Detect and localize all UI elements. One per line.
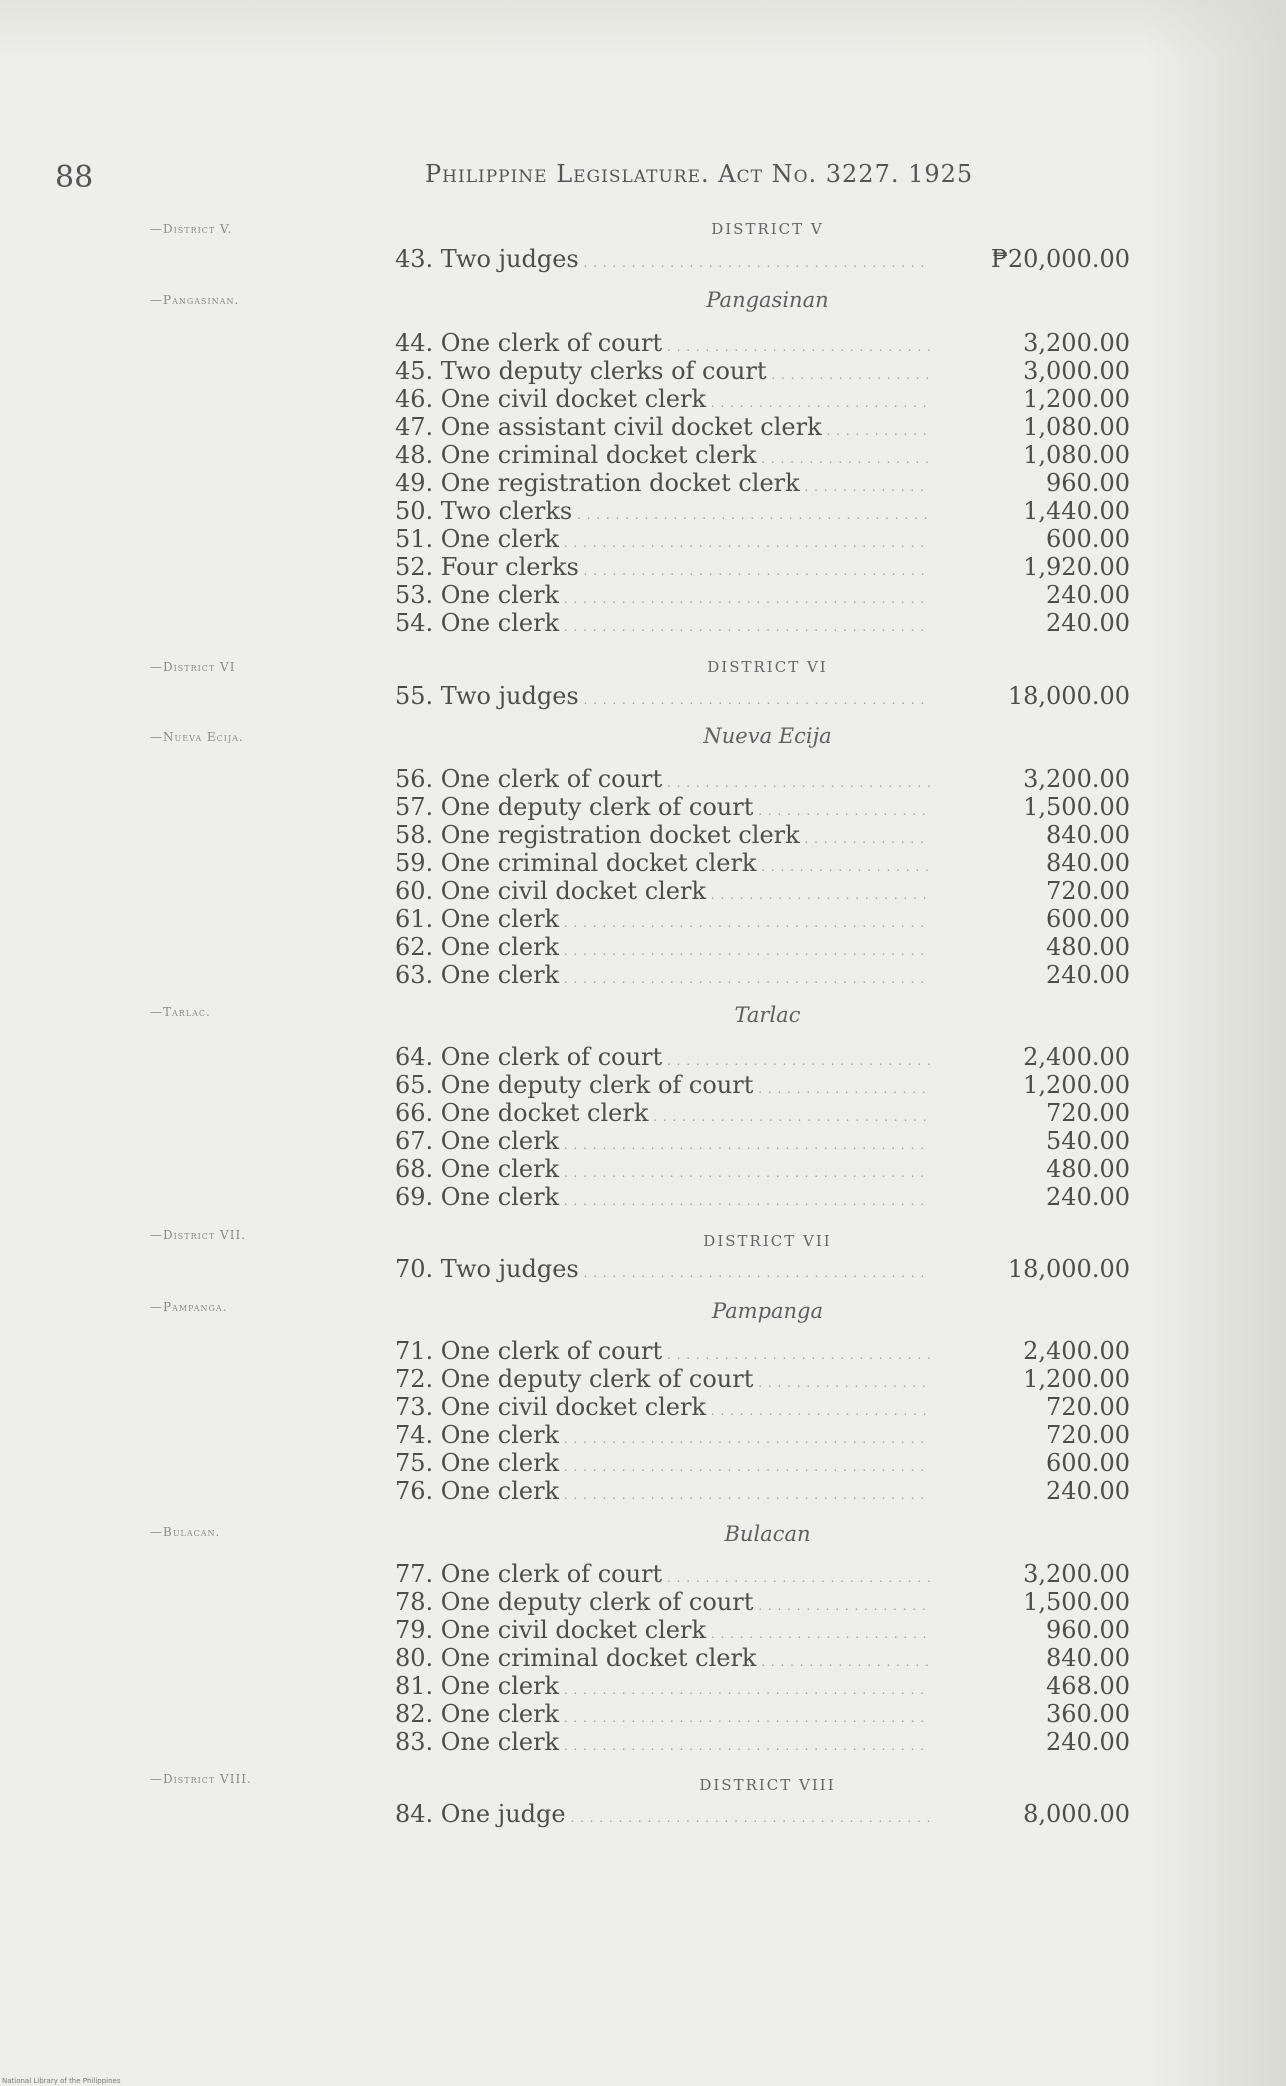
line-item: 71. One clerk of court . . . 2,400.00	[395, 1337, 1130, 1365]
line-item: 73. One civil docket clerk . . . 720.00	[395, 1393, 1130, 1421]
heading-nueva-ecija: Nueva Ecija	[703, 724, 832, 748]
line-item: 66. One docket clerk . . . 720.00	[395, 1099, 1130, 1127]
line-item: 44. One clerk of court . . . 3,200.00	[395, 329, 1130, 357]
sidenote-district-vii: —District VII.	[150, 1228, 247, 1242]
sidenote-pangasinan: —Pangasinan.	[150, 293, 240, 307]
line-item: 50. Two clerks . . . 1,440.00	[395, 497, 1130, 525]
line-item: 64. One clerk of court . . . 2,400.00	[395, 1043, 1130, 1071]
line-item: 75. One clerk . . . 600.00	[395, 1449, 1130, 1477]
sidenote-nueva-ecija: —Nueva Ecija.	[150, 730, 244, 744]
line-item: 65. One deputy clerk of court . . . 1,200.00	[395, 1071, 1130, 1099]
line-item: 53. One clerk . . . 240.00	[395, 581, 1130, 609]
line-item: 57. One deputy clerk of court . . . 1,500.00	[395, 793, 1130, 821]
line-item: 63. One clerk . . . 240.00	[395, 961, 1130, 989]
sidenote-district-v: —District V.	[150, 222, 233, 236]
line-item: 48. One criminal docket clerk . . . 1,080.00	[395, 441, 1130, 469]
line-item: 72. One deputy clerk of court . . . 1,200.00	[395, 1365, 1130, 1393]
line-item: 74. One clerk . . . 720.00	[395, 1421, 1130, 1449]
line-item: 84. One judge . . . 8,000.00	[395, 1800, 1130, 1828]
line-item: 54. One clerk . . . 240.00	[395, 609, 1130, 637]
line-item: 56. One clerk of court . . . 3,200.00	[395, 765, 1130, 793]
line-item: 47. One assistant civil docket clerk . . . 1,080.00	[395, 413, 1130, 441]
scan-footer-credit: National Library of the Philippines	[2, 2077, 121, 2085]
heading-tarlac: Tarlac	[734, 1003, 801, 1027]
line-item: 60. One civil docket clerk . . . 720.00	[395, 877, 1130, 905]
line-item: 68. One clerk . . . 480.00	[395, 1155, 1130, 1183]
sidenote-bulacan: —Bulacan.	[150, 1525, 221, 1539]
sidenote-pampanga: —Pampanga.	[150, 1300, 228, 1314]
line-item: 58. One registration docket clerk . . . 840.00	[395, 821, 1130, 849]
running-head: Philippine Legislature. Act No. 3227. 1925	[425, 160, 974, 188]
line-item: 83. One clerk . . . 240.00	[395, 1728, 1130, 1756]
line-item: 80. One criminal docket clerk . . . 840.00	[395, 1644, 1130, 1672]
scan-shadow-right	[1146, 0, 1286, 2086]
line-item: 82. One clerk . . . 360.00	[395, 1700, 1130, 1728]
line-item: 79. One civil docket clerk . . . 960.00	[395, 1616, 1130, 1644]
line-item: 46. One civil docket clerk . . . 1,200.00	[395, 385, 1130, 413]
heading-district-viii: DISTRICT VIII	[699, 1776, 836, 1794]
line-item: 51. One clerk . . . 600.00	[395, 525, 1130, 553]
line-item: 43. Two judges . . . ₱20,000.00	[395, 245, 1130, 273]
scan-shadow-top	[0, 0, 1286, 60]
line-item: 70. Two judges . . . 18,000.00	[395, 1255, 1130, 1283]
line-item: 76. One clerk . . . 240.00	[395, 1477, 1130, 1505]
line-item: 69. One clerk . . . 240.00	[395, 1183, 1130, 1211]
line-item: 45. Two deputy clerks of court . . . 3,000.00	[395, 357, 1130, 385]
sidenote-tarlac: —Tarlac.	[150, 1005, 211, 1019]
heading-district-vi: DISTRICT VI	[707, 658, 828, 676]
line-item: 55. Two judges . . . 18,000.00	[395, 682, 1130, 710]
sidenote-district-vi: —District VI	[150, 660, 236, 674]
line-item: 81. One clerk . . . 468.00	[395, 1672, 1130, 1700]
line-item: 61. One clerk . . . 600.00	[395, 905, 1130, 933]
line-item: 77. One clerk of court . . . 3,200.00	[395, 1560, 1130, 1588]
line-item: 78. One deputy clerk of court . . . 1,500.00	[395, 1588, 1130, 1616]
line-item: 67. One clerk . . . 540.00	[395, 1127, 1130, 1155]
heading-pangasinan: Pangasinan	[706, 288, 829, 312]
page-number: 88	[55, 160, 94, 195]
line-item: 59. One criminal docket clerk . . . 840.00	[395, 849, 1130, 877]
line-item: 52. Four clerks . . . 1,920.00	[395, 553, 1130, 581]
line-item: 49. One registration docket clerk . . . 960.00	[395, 469, 1130, 497]
line-item: 62. One clerk . . . 480.00	[395, 933, 1130, 961]
heading-district-v: DISTRICT V	[711, 220, 824, 238]
heading-pampanga: Pampanga	[711, 1299, 824, 1323]
heading-district-vii: DISTRICT VII	[703, 1232, 832, 1250]
sidenote-district-viii: —District VIII.	[150, 1772, 252, 1786]
heading-bulacan: Bulacan	[724, 1522, 811, 1546]
